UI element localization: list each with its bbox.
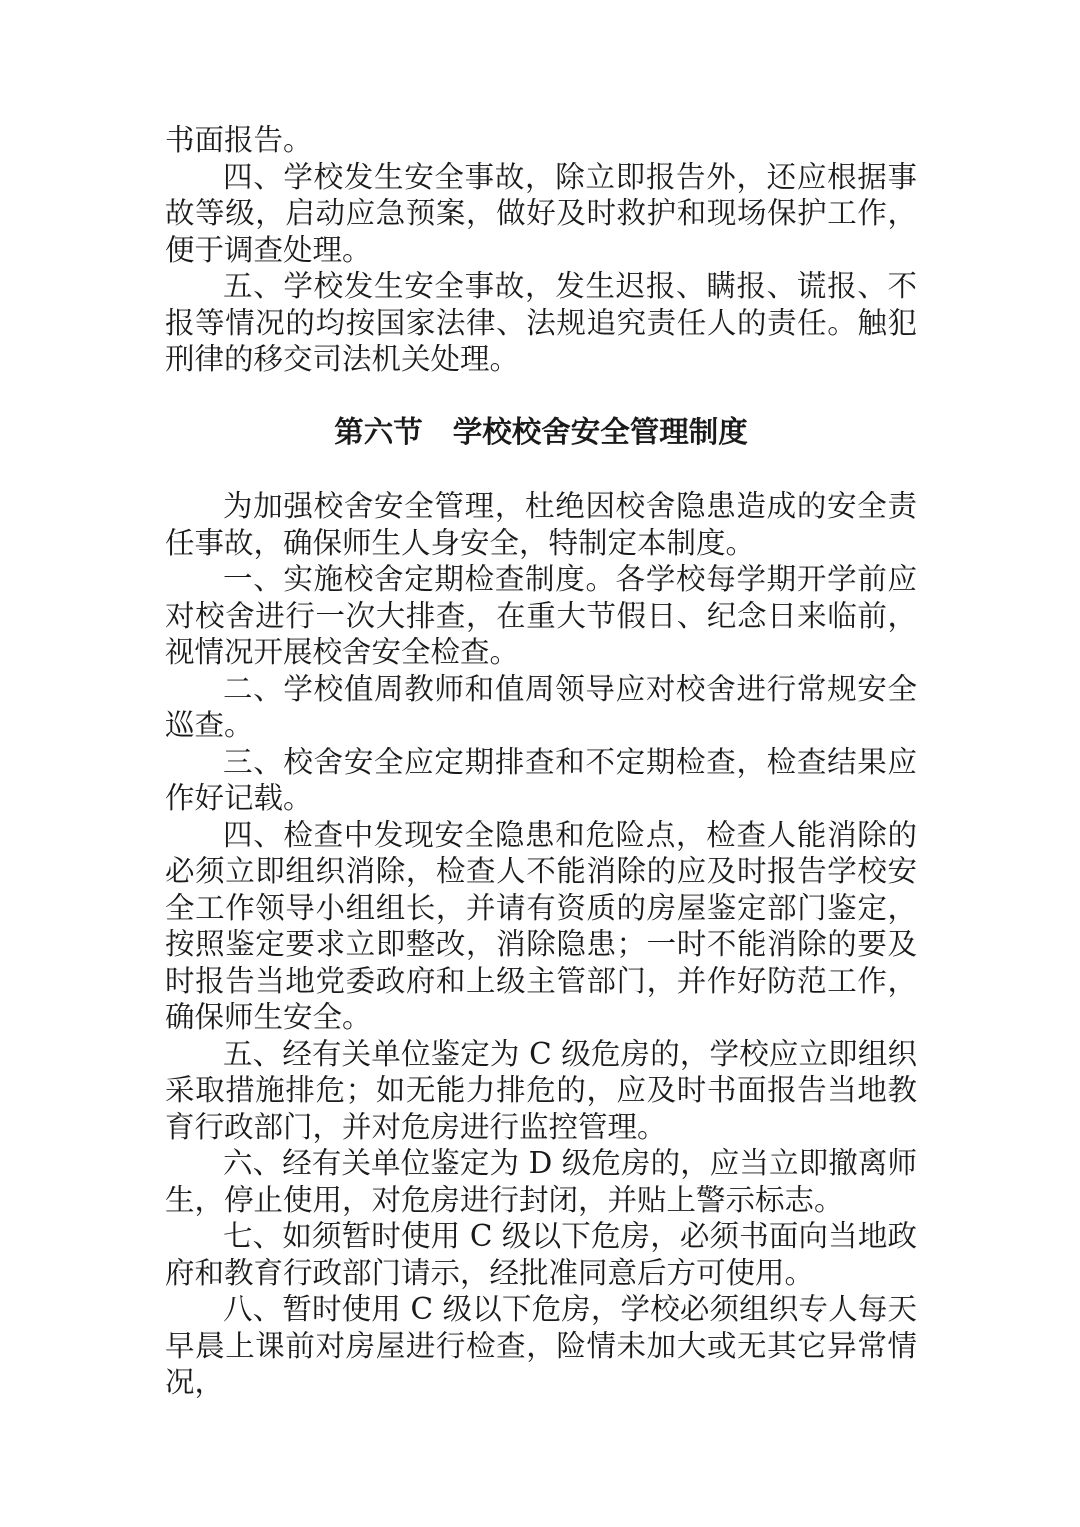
paragraph-item-1: 一、实施校舍定期检查制度。各学校每学期开学前应对校舍进行一次大排查，在重大节假日、纪念日来临前，视情况开展校舍安全检查。 <box>165 562 917 669</box>
section-heading <box>165 414 917 451</box>
paragraph-item-7: 七、如须暂时使用 C 级以下危房，必须书面向当地政府和教育行政部门请示，经批准同意后方可使用。 <box>165 1219 917 1290</box>
paragraph-item-2: 二、学校值周教师和值周领导应对校舍进行常规安全巡查。 <box>165 671 917 742</box>
document-page <box>165 122 917 1401</box>
section-number: 第六节 <box>334 413 423 449</box>
paragraph-item-3: 三、校舍安全应定期排查和不定期检查，检查结果应作好记载。 <box>165 744 917 815</box>
paragraph-item-5: 五、经有关单位鉴定为 C 级危房的，学校应立即组织采取措施排危；如无能力排危的，应及时书面报告当地教育行政部门，并对危房进行监控管理。 <box>165 1036 917 1144</box>
paragraph-rule-5-accident: 五、学校发生安全事故，发生迟报、瞒报、谎报、不报等情况的均按国家法律、法规追究责任人的责任。触犯刑律的移交司法机关处理。 <box>165 269 917 376</box>
paragraph-continuation: 书面报告。 <box>165 123 313 157</box>
paragraph-intro: 为加强校舍安全管理，杜绝因校舍隐患造成的安全责任事故，确保师生人身安全，特制定本制度。 <box>165 489 917 560</box>
paragraph-item-8: 八、暂时使用 C 级以下危房，学校必须组织专人每天早晨上课前对房屋进行检查，险情未加大或无其它异常情况， <box>165 1292 917 1399</box>
paragraph-rule-4-accident: 四、学校发生安全事故，除立即报告外，还应根据事故等级，启动应急预案，做好及时救护和现场保护工作，便于调查处理。 <box>165 159 917 267</box>
paragraph-item-6: 六、经有关单位鉴定为 D 级危房的，应当立即撤离师生，停止使用，对危房进行封闭，并贴上警示标志。 <box>165 1146 917 1217</box>
paragraph-item-4: 四、检查中发现安全隐患和危险点，检查人能消除的必须立即组织消除，检查人不能消除的应及时报告学校安全工作领导小组组长，并请有资质的房屋鉴定部门鉴定，按照鉴定要求立即整改，消除隐患；一时不能消除的要及时报告当地党委政府和上级主管部门，并作好防范工作，确保师生安全。 <box>165 817 917 1034</box>
section-title: 学校校舍安全管理制度 <box>452 413 748 449</box>
